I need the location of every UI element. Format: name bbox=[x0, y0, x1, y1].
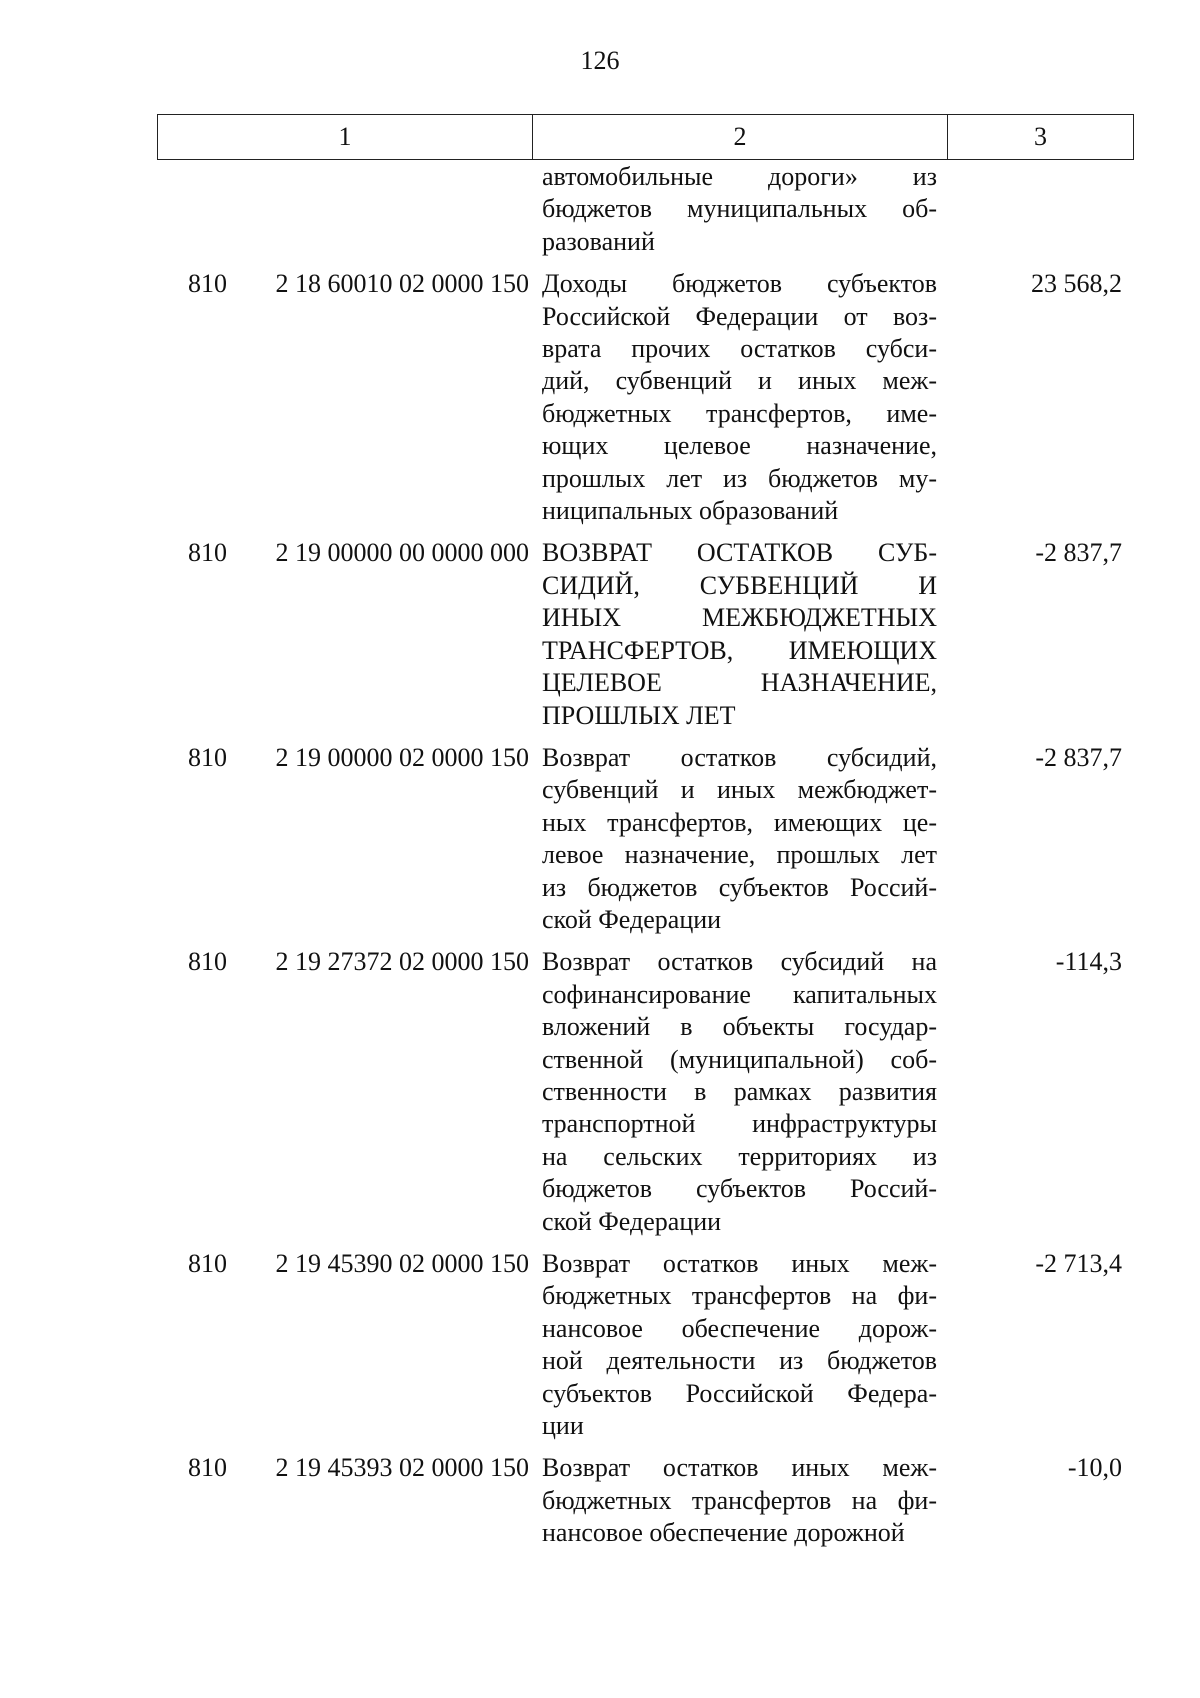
row-indicator: 810 bbox=[188, 1249, 227, 1278]
row-name bbox=[542, 946, 937, 1238]
row-name-line: ПРОШЛЫХ ЛЕТ bbox=[542, 700, 736, 730]
row-value: -2 837,7 bbox=[1035, 538, 1122, 568]
row-name-line: ТРАНСФЕРТОВ, ИМЕЮЩИХ bbox=[542, 635, 937, 665]
row-indicator: 810 bbox=[188, 742, 227, 772]
row-name-line: Доходы бюджетов субъектов bbox=[542, 269, 937, 299]
row-code: 2 19 00000 00 0000 000 bbox=[275, 538, 529, 568]
row-name-line: левое назначение, прошлых лет bbox=[542, 840, 937, 870]
row-name-line: бюджетов субъектов Россий- bbox=[542, 1174, 937, 1204]
row-indicator: 810 bbox=[188, 947, 227, 977]
header-col-3: 3 bbox=[948, 115, 1134, 160]
table-row bbox=[157, 161, 1130, 258]
row-name-line: СИДИЙ, СУБВЕНЦИЙ И bbox=[542, 570, 937, 600]
row-name-line: ской Федерации bbox=[542, 904, 722, 934]
row-name bbox=[542, 742, 937, 936]
row-indicator: 810 bbox=[188, 538, 227, 568]
row-name-line: ственной (муниципальной) соб- bbox=[542, 1044, 937, 1074]
row-name-line: автомобильные дороги» из bbox=[542, 162, 937, 191]
row-name-line: бюджетных трансфертов на фи- bbox=[542, 1281, 937, 1311]
row-code: 2 18 60010 02 0000 150 bbox=[275, 269, 529, 299]
table-row bbox=[157, 268, 1130, 527]
row-name-line: бюджетных трансфертов, име- bbox=[542, 398, 937, 428]
row-name-line: бюджетов муниципальных об- bbox=[542, 194, 937, 224]
row-name-line: субвенций и иных межбюджет- bbox=[542, 775, 937, 805]
row-name-line: ющих целевое назначение, bbox=[542, 431, 937, 461]
row-name-line: ных трансфертов, имеющих це- bbox=[542, 807, 937, 837]
row-indicator bbox=[157, 161, 227, 258]
row-name-line: врата прочих остатков субси- bbox=[542, 334, 937, 364]
row-name bbox=[542, 1248, 937, 1442]
row-name-line: ственности в рамках развития bbox=[542, 1076, 937, 1106]
header-col-2: 2 bbox=[533, 115, 948, 160]
row-name-line: ной деятельности из бюджетов bbox=[542, 1346, 937, 1376]
row-name bbox=[542, 268, 937, 527]
row-value: -2 713,4 bbox=[1035, 1249, 1122, 1278]
row-name-line: нансовое обеспечение дорожной bbox=[542, 1518, 905, 1548]
row-code: 2 19 45393 02 0000 150 bbox=[275, 1453, 529, 1483]
row-code bbox=[227, 161, 531, 258]
row-value: -114,3 bbox=[1055, 947, 1122, 977]
row-name bbox=[542, 161, 937, 258]
row-name-line: субъектов Российской Федера- bbox=[542, 1378, 937, 1408]
row-name-line: ЦЕЛЕВОЕ НАЗНАЧЕНИЕ, bbox=[542, 668, 937, 698]
row-value bbox=[944, 161, 1132, 258]
row-name-line: Российской Федерации от воз- bbox=[542, 301, 937, 331]
table-row bbox=[157, 537, 1130, 731]
table-header bbox=[157, 114, 1134, 160]
row-indicator: 810 bbox=[188, 1453, 227, 1483]
table-row bbox=[157, 1248, 1130, 1442]
row-name-line: вложений в объекты государ- bbox=[542, 1012, 937, 1042]
row-code: 2 19 27372 02 0000 150 bbox=[275, 947, 529, 977]
row-name-line: бюджетных трансфертов на фи- bbox=[542, 1485, 937, 1515]
row-name-line: Возврат остатков субсидий на bbox=[542, 947, 937, 977]
row-name bbox=[542, 1452, 937, 1549]
table-body bbox=[157, 161, 1130, 1560]
row-name-line: дий, субвенций и иных меж- bbox=[542, 366, 937, 396]
page-number: 126 bbox=[580, 46, 620, 75]
row-indicator: 810 bbox=[188, 269, 227, 299]
row-code: 2 19 45390 02 0000 150 bbox=[275, 1249, 529, 1278]
table-row bbox=[157, 946, 1130, 1238]
row-name-line: ской Федерации bbox=[542, 1206, 722, 1236]
row-name-line: на сельских территориях из bbox=[542, 1141, 937, 1171]
row-name-line: ниципальных образований bbox=[542, 496, 839, 526]
row-name-line: софинансирование капитальных bbox=[542, 979, 937, 1009]
row-value: 23 568,2 bbox=[1031, 269, 1122, 299]
table-row bbox=[157, 1452, 1130, 1549]
table-row bbox=[157, 742, 1130, 936]
header-col-1: 1 bbox=[158, 115, 533, 160]
row-name-line: из бюджетов субъектов Россий- bbox=[542, 872, 937, 902]
row-name-line: прошлых лет из бюджетов му- bbox=[542, 463, 937, 493]
row-name-line: Возврат остатков иных меж- bbox=[542, 1249, 937, 1278]
row-name-line: ции bbox=[542, 1411, 584, 1441]
row-value: -10,0 bbox=[1067, 1453, 1122, 1483]
row-name-line: ВОЗВРАТ ОСТАТКОВ СУБ- bbox=[542, 538, 937, 568]
row-name-line: ИНЫХ МЕЖБЮДЖЕТНЫХ bbox=[542, 603, 937, 633]
row-name-line: Возврат остатков иных меж- bbox=[542, 1453, 937, 1483]
row-name-line: Возврат остатков субсидий, bbox=[542, 742, 937, 772]
row-name-line: нансовое обеспечение дорож- bbox=[542, 1313, 937, 1343]
row-name-line: разований bbox=[542, 226, 655, 256]
row-code: 2 19 00000 02 0000 150 bbox=[275, 742, 529, 772]
row-name bbox=[542, 537, 937, 731]
row-name-line: транспортной инфраструктуры bbox=[542, 1109, 937, 1139]
row-value: -2 837,7 bbox=[1035, 742, 1122, 772]
